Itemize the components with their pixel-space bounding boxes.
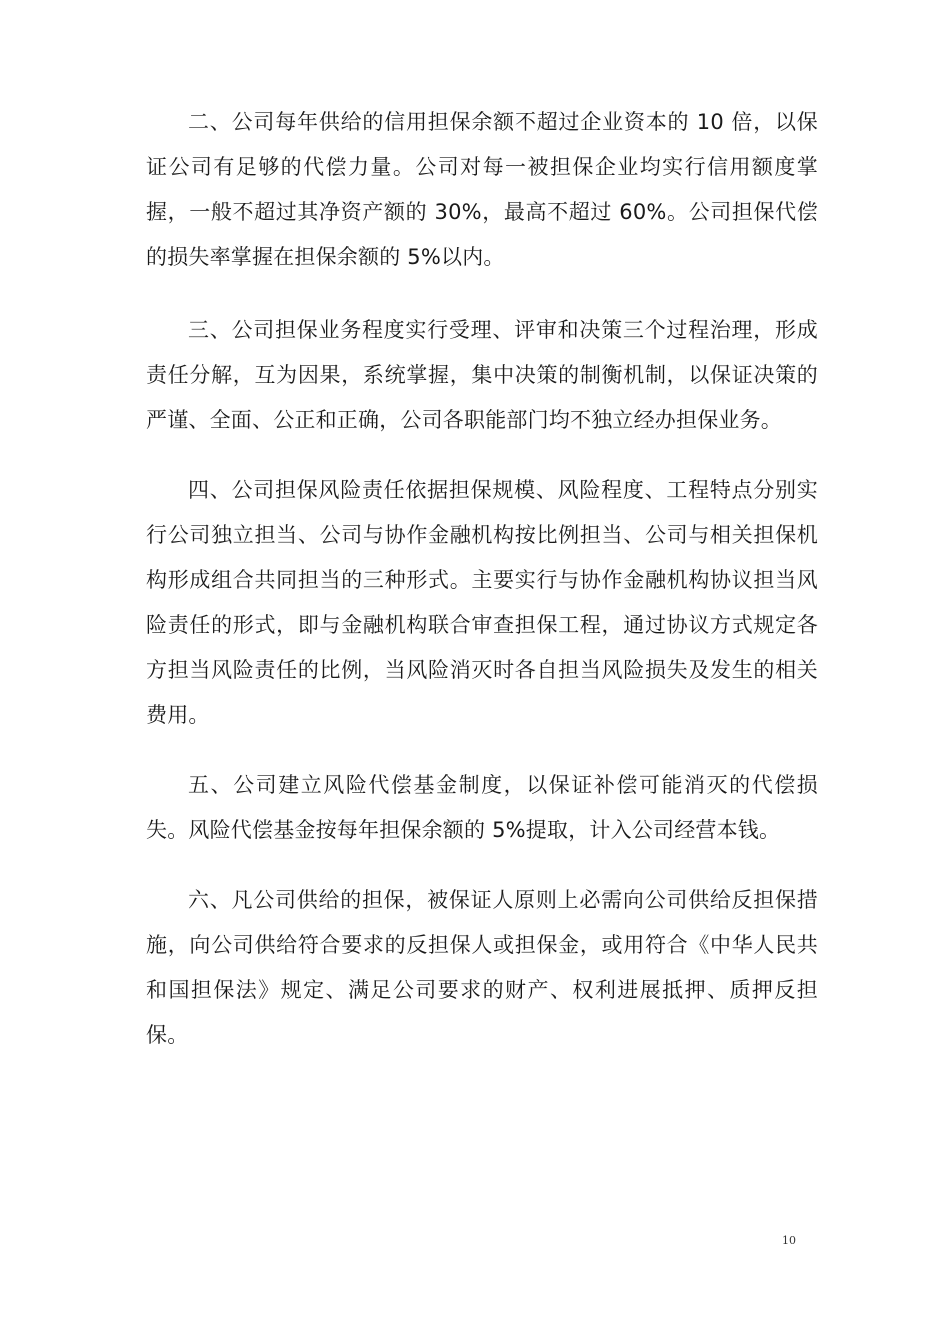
page-number: 10 [782, 1234, 796, 1247]
paragraph-4: 四、公司担保风险责任依据担保规模、风险程度、工程特点分别实行公司独立担当、公司与协作金融机构按比例担当、公司与相关担保机构形成组合共同担当的三种形式。主要实行与协作金融机构协议担当风险责任的形式，即与金融机构联合审查担保工程，通过协议方式规定各方担当风险责任的比例，当风险消灭时各自担当风险损失及发生的相关费用。 [146, 478, 818, 727]
document-body [146, 100, 818, 1058]
paragraph-3: 三、公司担保业务程度实行受理、评审和决策三个过程治理，形成责任分解，互为因果，系统掌握，集中决策的制衡机制，以保证决策的严谨、全面、公正和正确，公司各职能部门均不独立经办担保业务。 [146, 318, 818, 432]
paragraph-6: 六、凡公司供给的担保，被保证人原则上必需向公司供给反担保措施，向公司供给符合要求的反担保人或担保金，或用符合《中华人民共和国担保法》规定、满足公司要求的财产、权利进展抵押、质押反担保。 [146, 888, 818, 1047]
paragraph-2: 二、公司每年供给的信用担保余额不超过企业资本的 10 倍，以保证公司有足够的代偿力量。公司对每一被担保企业均实行信用额度掌握，一般不超过其净资产额的 30%，最高不超过 60%。公司担保代偿的损失率掌握在担保余额的 5%以内。 [146, 110, 818, 269]
paragraph-5: 五、公司建立风险代偿基金制度，以保证补偿可能消灭的代偿损失。风险代偿基金按每年担保余额的 5%提取，计入公司经营本钱。 [146, 773, 818, 842]
